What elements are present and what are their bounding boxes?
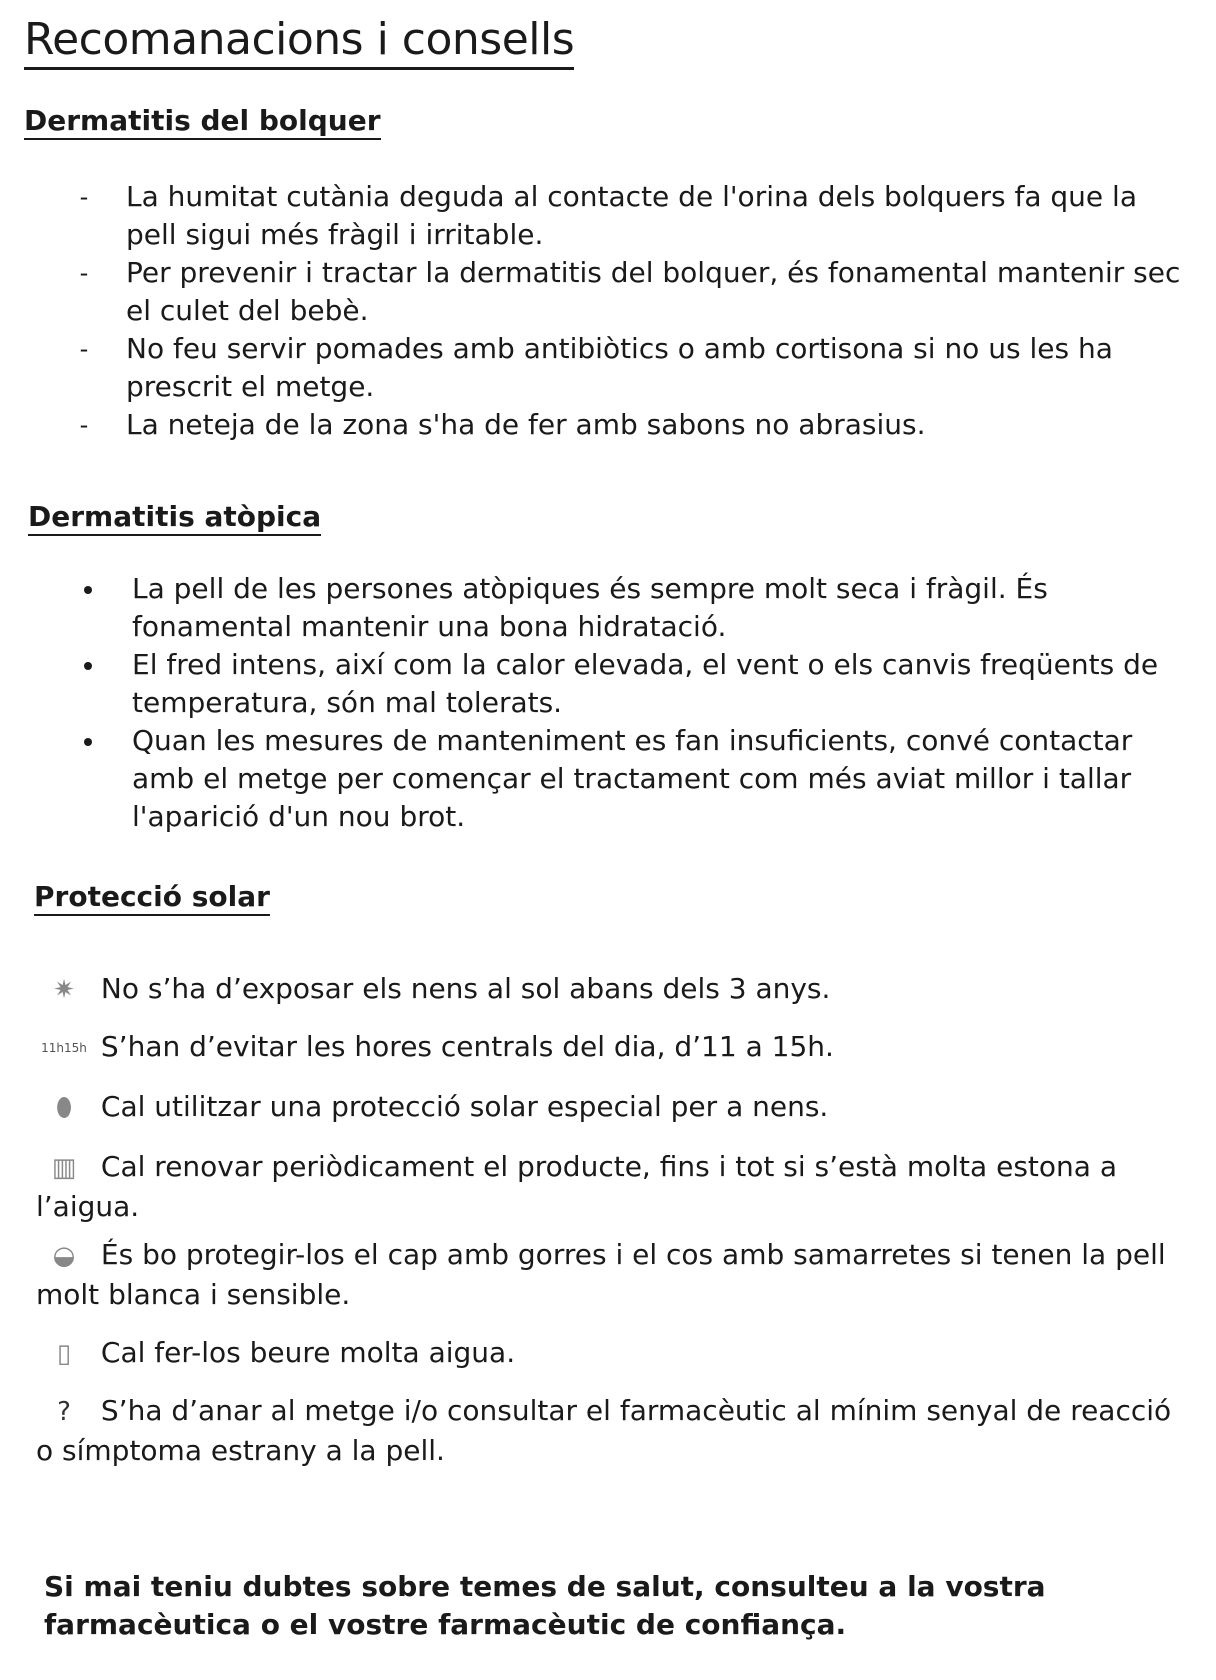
dash-marker: - bbox=[79, 335, 89, 363]
sun-tip-item: ⬮ Cal utilitzar una protecció solar especial per a nens. bbox=[36, 1088, 1196, 1128]
list-item: - La neteja de la zona s'ha de fer amb sabons no abrasius. bbox=[126, 406, 1196, 444]
section-heading-atopica: Dermatitis atòpica bbox=[28, 500, 321, 536]
sun-tip-item: ▥ Cal renovar periòdicament el producte, fins i tot si s’està molta estona a l’aigua. bbox=[36, 1150, 1117, 1223]
list-item: El fred intens, així com la calor elevada, el vent o els canvis freqüents de temperatura, són mal tolerats. bbox=[132, 646, 1196, 722]
cap-icon: ◒ bbox=[52, 1241, 76, 1271]
sun-tip-item: ✷ No s’ha d’exposar els nens al sol abans dels 3 anys. bbox=[36, 970, 1196, 1010]
list-item: Quan les mesures de manteniment es fan insuficients, convé contactar amb el metge per començar el tractament com més aviat millor i tallar l'aparició d'un nou brot. bbox=[132, 722, 1196, 836]
atopica-list bbox=[132, 570, 1196, 836]
page-title: Recomanacions i consells bbox=[24, 14, 574, 70]
sun-clock-icon: 11h15h bbox=[41, 1041, 87, 1055]
bullet-marker bbox=[84, 738, 92, 746]
bolquer-list bbox=[79, 178, 1196, 444]
sun-tip-item: 11h15h S’han d’evitar les hores centrals del dia, d’11 a 15h. bbox=[36, 1028, 1196, 1068]
question-icon: ? bbox=[57, 1397, 71, 1427]
sunscreen-bottles-icon: ▥ bbox=[51, 1153, 77, 1183]
section-heading-solar: Protecció solar bbox=[34, 880, 270, 916]
bullet-marker bbox=[84, 586, 92, 594]
dash-marker: - bbox=[79, 183, 89, 211]
sun-tip-item: ▯ Cal fer-los beure molta aigua. bbox=[36, 1334, 1196, 1374]
sunscreen-bottle-icon: ⬮ bbox=[55, 1093, 73, 1123]
sun-tip-item: ? S’ha d’anar al metge i/o consultar el farmacèutic al mínim senyal de reacció o símptoma estrany a la pell. bbox=[36, 1394, 1172, 1467]
list-item: - No feu servir pomades amb antibiòtics o amb cortisona si no us les ha prescrit el metge. bbox=[126, 330, 1196, 406]
list-item: - La humitat cutània deguda al contacte de l'orina dels bolquers fa que la pell sigui més fràgil i irritable. bbox=[126, 178, 1196, 254]
dash-marker: - bbox=[79, 411, 89, 439]
list-item: - Per prevenir i tractar la dermatitis del bolquer, és fonamental mantenir sec el culet del bebè. bbox=[126, 254, 1196, 330]
dash-marker: - bbox=[79, 259, 89, 287]
closing-note: Si mai teniu dubtes sobre temes de salut, consulteu a la vostra farmacèutica o el vostre farmacèutic de confiança. bbox=[44, 1570, 1046, 1641]
sun-icon: ✷ bbox=[53, 975, 75, 1005]
sun-tip-item: ◒ És bo protegir-los el cap amb gorres i el cos amb samarretes si tenen la pell molt blanca i sensible. bbox=[36, 1238, 1166, 1311]
list-item: La pell de les persones atòpiques és sempre molt seca i fràgil. És fonamental mantenir una bona hidratació. bbox=[132, 570, 1196, 646]
bullet-marker bbox=[84, 662, 92, 670]
water-bottle-icon: ▯ bbox=[56, 1339, 72, 1369]
section-heading-bolquer: Dermatitis del bolquer bbox=[24, 104, 381, 140]
